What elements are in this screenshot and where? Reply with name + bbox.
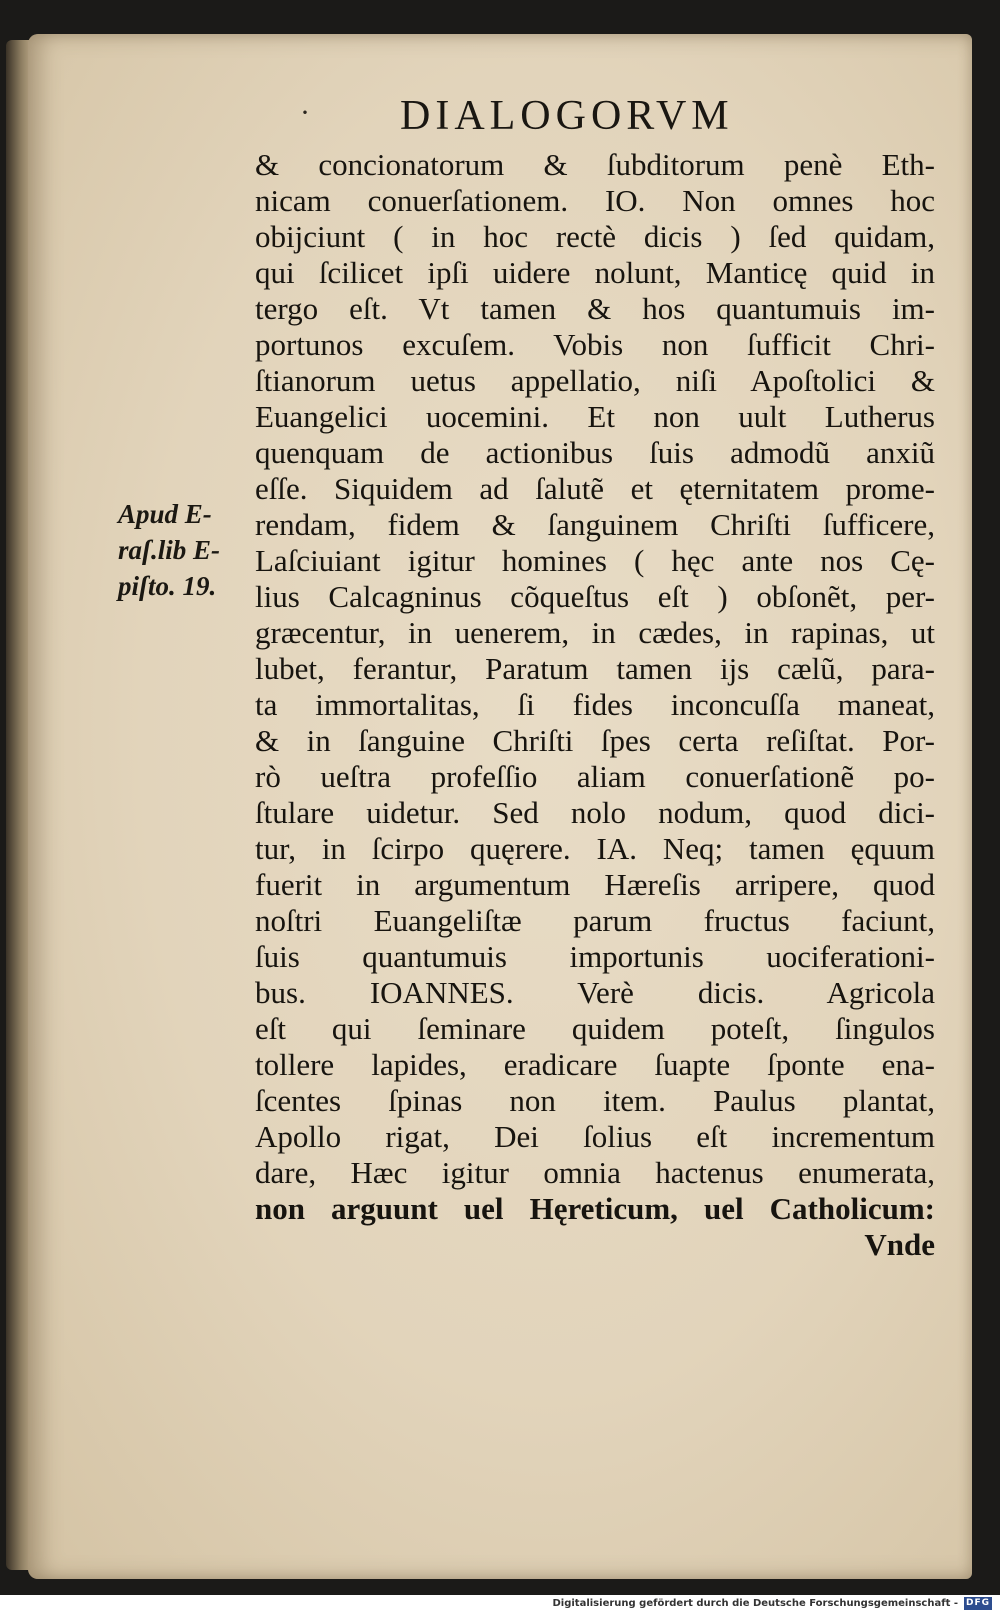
body-text <box>255 147 935 1263</box>
text-line: Laſciuiant igitur homines ( hęc ante nos Cę- <box>255 543 935 578</box>
text-line: nicam conuerſationem. IO. Non omnes hoc <box>255 183 935 218</box>
text-line: ta immortalitas, ſi fides inconcuſſa maneat, <box>255 687 935 722</box>
text-line: quenquam de actionibus ſuis admodũ anxiũ <box>255 435 935 470</box>
text-line: græcentur, in uenerem, in cædes, in rapinas, ut <box>255 615 935 650</box>
text-line: tur, in ſcirpo quęrere. IA. Neq; tamen ęquum <box>255 831 935 866</box>
text-line: tollere lapides, eradicare ſuapte ſponte ena- <box>255 1047 935 1082</box>
marginal-note-line: Apud E- <box>118 499 212 529</box>
marginal-note <box>118 496 258 604</box>
text-line: ſtulare uidetur. Sed nolo nodum, quod dici- <box>255 795 935 830</box>
text-line: non arguunt uel Hęreticum, uel Catholicum: <box>255 1191 935 1226</box>
text-line: rò ueſtra profeſſio aliam conuerſationẽ po- <box>255 759 935 794</box>
catchword: Vnde <box>864 1227 935 1262</box>
dfg-logo-icon: DFG <box>965 1598 990 1608</box>
text-line: eſt qui ſeminare quidem poteſt, ſingulos <box>255 1011 935 1046</box>
text-line: & concionatorum & ſubditorum penè Eth- <box>255 147 935 182</box>
text-line: dare, Hæc igitur omnia hactenus enumerata, <box>255 1155 935 1190</box>
text-line: ſtianorum uetus appellatio, niſi Apoſtolici & <box>255 363 935 398</box>
text-line: eſſe. Siquidem ad ſalutẽ et ęternitatem prome- <box>255 471 935 506</box>
marginal-note-line: piſto. 19. <box>118 571 217 601</box>
text-line: lius Calcagninus cõqueſtus eſt ) obſonẽt, per- <box>255 579 935 614</box>
text-line: lubet, ferantur, Paratum tamen ijs cælũ, para- <box>255 651 935 686</box>
text-line: fuerit in argumentum Hæreſis arripere, quod <box>255 867 935 902</box>
text-line: bus. IOANNES. Verè dicis. Agricola <box>255 975 935 1010</box>
text-line: noſtri Euangeliſtæ parum fructus faciunt, <box>255 903 935 938</box>
funding-credit: Digitalisierung gefördert durch die Deutsche Forschungsgemeinschaft - <box>552 1598 958 1609</box>
text-line: Apollo rigat, Dei ſolius eſt incrementum <box>255 1119 935 1154</box>
text-line: ſuis quantumuis importunis uociferationi- <box>255 939 935 974</box>
text-line: portunos excuſem. Vobis non ſufficit Chri- <box>255 327 935 362</box>
head-mark: · <box>300 96 310 129</box>
running-head: DIALOGORVM <box>400 93 734 139</box>
text-line: qui ſcilicet ipſi uidere nolunt, Manticę quid in <box>255 255 935 290</box>
text-line: obijciunt ( in hoc rectè dicis ) ſed quidam, <box>255 219 935 254</box>
text-line: & in ſanguine Chriſti ſpes certa reſiſtat. Por- <box>255 723 935 758</box>
marginal-note-line: raſ.lib E- <box>118 535 221 565</box>
text-line: Euangelici uocemini. Et non uult Lutherus <box>255 399 935 434</box>
text-line: rendam, fidem & ſanguinem Chriſti ſufficere, <box>255 507 935 542</box>
text-line: ſcentes ſpinas non item. Paulus plantat, <box>255 1083 935 1118</box>
text-line: tergo eſt. Vt tamen & hos quantumuis im- <box>255 291 935 326</box>
